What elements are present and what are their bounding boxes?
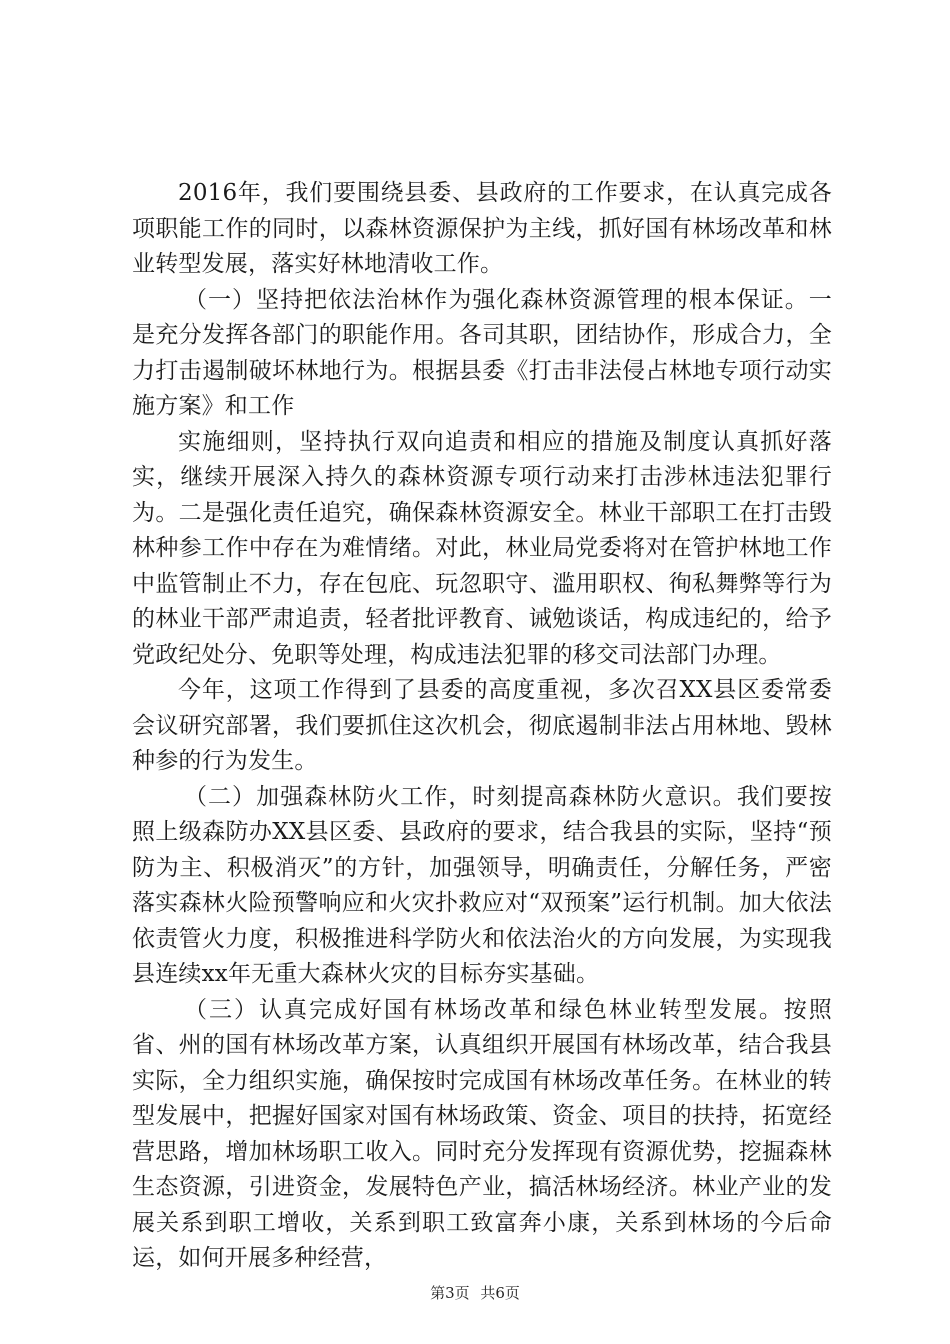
paragraph-section-three: （三）认真完成好国有林场改革和绿色林业转型发展。按照省、州的国有林场改革方案，认真组织开展国有林场改革，结合我县实际，全力组织实施，确保按时完成国有林场改革任务。在林业的转型发展中，把握好国家对国有林场政策、资金、项目的扶持，拓宽经营思路，增加林场职工收入。同时充分发挥现有资源优势，挖掘森林生态资源，引进资金，发展特色产业，搞活林场经济。林业产业的发展关系到职工增收，关系到职工致富奔小康，关系到林场的今后命运，如何开展多种经营，: [132, 996, 832, 1271]
paragraph-section-one-continued: 实施细则，坚持执行双向追责和相应的措施及制度认真抓好落实，继续开展深入持久的森林资源专项行动来打击涉林违法犯罪行为。二是强化责任追究，确保森林资源安全。林业干部职工在打击毁林种参工作中存在为难情绪。对此，林业局党委将对在管护林地工作中监管制止不力，存在包庇、玩忽职守、滥用职权、徇私舞弊等行为的林业干部严肃追责，轻者批评教育、诫勉谈话，构成违纪的，给予党政纪处分、免职等处理，构成违法犯罪的移交司法部门办理。: [132, 428, 832, 668]
paragraph-intro: 2016年，我们要围绕县委、县政府的工作要求，在认真完成各项职能工作的同时，以森林资源保护为主线，抓好国有林场改革和林业转型发展，落实好林地清收工作。: [132, 180, 832, 277]
document-body: [132, 176, 832, 1277]
page-number: 第3页: [430, 1284, 470, 1302]
paragraph-this-year: 今年，这项工作得到了县委的高度重视，多次召XX县区委常委会议研究部署，我们要抓住这次机会，彻底遏制非法占用林地、毁林种参的行为发生。: [132, 677, 832, 774]
page-total: 共6页: [480, 1284, 520, 1302]
page-footer: [0, 1282, 950, 1303]
paragraph-section-two: （二）加强森林防火工作，时刻提高森林防火意识。我们要按照上级森防办XX县区委、县政府的要求，结合我县的实际，坚持“预防为主、积极消灭”的方针，加强领导，明确责任，分解任务，严密落实森林火险预警响应和火灾扑救应对“双预案”运行机制。加大依法依责管火力度，积极推进科学防火和依法治火的方向发展，为实现我县连续xx年无重大森林火灾的目标夯实基础。: [132, 783, 832, 987]
paragraph-section-one: （一）坚持把依法治林作为强化森林资源管理的根本保证。一是充分发挥各部门的职能作用。各司其职，团结协作，形成合力，全力打击遏制破坏林地行为。根据县委《打击非法侵占林地专项行动实施方案》和工作: [132, 286, 832, 419]
